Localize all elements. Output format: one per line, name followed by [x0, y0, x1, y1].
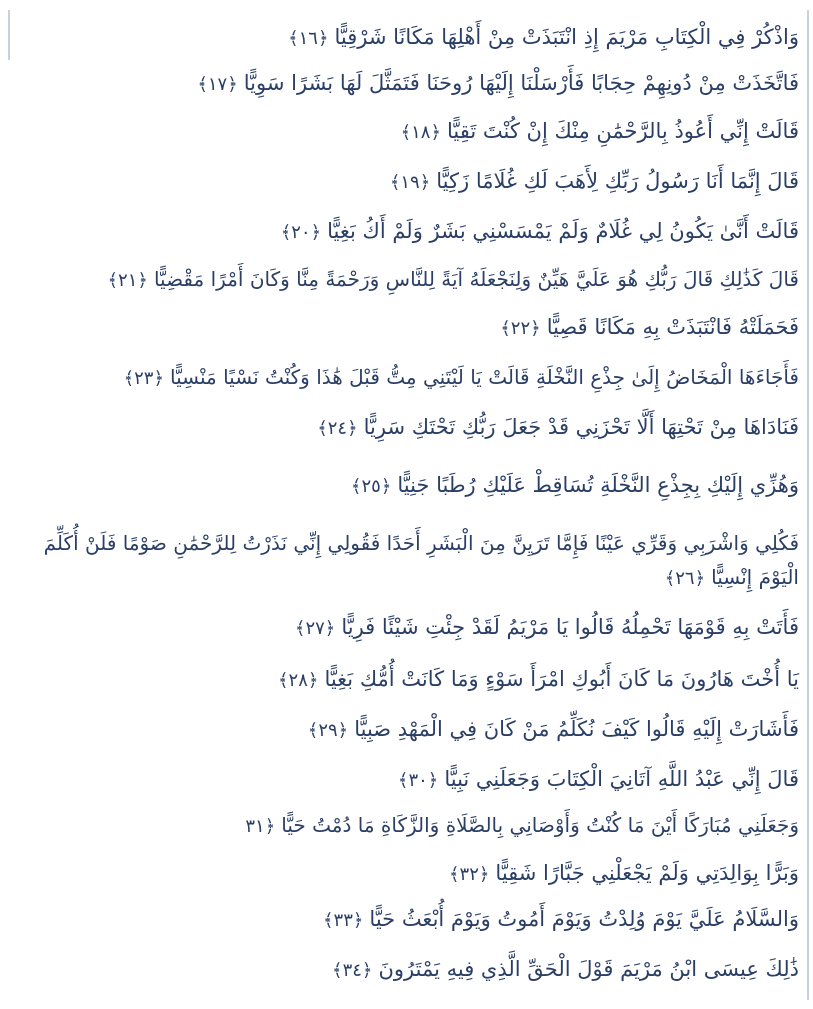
verse-number: ﴿٢٨﴾ — [278, 670, 319, 691]
verse-28 — [278, 664, 799, 696]
verse-text: فَنَادَاهَا مِنْ تَحْتِهَا أَلَّا تَحْزَنِي قَدْ جَعَلَ رَبُّكِ تَحْتَكِ سَرِيًّا — [363, 415, 799, 439]
verse-number: ﴿٢٩﴾ — [307, 720, 349, 741]
verse-text: فَحَمَلَتْهُ فَانْتَبَذَتْ بِهِ مَكَانًا قَصِيًّا — [546, 315, 799, 339]
verse-27 — [295, 612, 799, 644]
verse-24 — [317, 412, 799, 444]
verse-number: ﴿٢٢﴾ — [500, 318, 541, 339]
verse-17 — [197, 68, 799, 100]
verse-25 — [351, 470, 799, 502]
verse-number: ﴿١٨﴾ — [400, 122, 442, 143]
verse-text: فَأَتَتْ بِهِ قَوْمَهَا تَحْمِلُهُ قَالُوا يَا مَرْيَمُ لَقَدْ جِئْتِ شَيْئًا فَرِيًّا — [341, 615, 799, 639]
verse-number: ﴿٢٠﴾ — [280, 222, 322, 243]
verse-number: ﴿٢٣﴾ — [123, 368, 165, 389]
verse-number: ﴿٣١ — [245, 816, 276, 837]
verse-text: قَالَتْ إِنِّي أَعُوذُ بِالرَّحْمَٰنِ مِنْكَ إِنْ كُنْتَ تَقِيًّا — [447, 119, 799, 143]
verse-number: ﴿١٩﴾ — [389, 172, 431, 193]
verse-text: فَأَجَاءَهَا الْمَخَاضُ إِلَىٰ جِذْعِ النَّخْلَةِ قَالَتْ يَا لَيْتَنِي مِتُّ قَبْلَ هَٰذَا وَكُنْتُ نَسْيًا مَنْسِيًّا — [170, 365, 799, 389]
verse-23 — [124, 362, 799, 394]
verse-text: فَكُلِي وَاشْرَبِي وَقَرِّي عَيْنًا فَإِمَّا تَرَيِنَّ مِنَ الْبَشَرِ أَحَدًا فَقُولِي إِنِّي نَذَرْتُ لِلرَّحْمَٰنِ صَوْمًا فَلَنْ أُكَلِّمَ الْيَوْمَ إِنْسِيًّا — [43, 531, 799, 589]
verse-number: ﴿٢٥﴾ — [350, 476, 392, 497]
verse-number: ﴿١٦﴾ — [288, 28, 329, 49]
verse-31 — [245, 810, 799, 842]
verse-number: ﴿٣٢﴾ — [448, 864, 490, 885]
verse-30 — [398, 764, 799, 796]
verse-18 — [401, 116, 799, 148]
verse-text: وَالسَّلَامُ عَلَيَّ يَوْمَ وُلِدْتُ وَيَوْمَ أَمُوتُ وَيَوْمَ أُبْعَثُ حَيًّا — [369, 907, 799, 931]
verse-text: فَاتَّخَذَتْ مِنْ دُونِهِمْ حِجَابًا فَأَرْسَلْنَا إِلَيْهَا رُوحَنَا فَتَمَثَّلَ لَهَا بَشَرًا سَوِيًّا — [243, 71, 799, 95]
verse-22 — [500, 312, 799, 344]
verse-34 — [332, 954, 799, 986]
verse-text: قَالَ إِنَّمَا أَنَا رَسُولُ رَبِّكِ لِأَهَبَ لَكِ غُلَامًا زَكِيًّا — [436, 169, 799, 193]
verse-text: قَالَ إِنِّي عَبْدُ اللَّهِ آتَانِيَ الْكِتَابَ وَجَعَلَنِي نَبِيًّا — [444, 767, 799, 791]
verse-16 — [288, 22, 799, 54]
verse-number: ﴿٢٦﴾ — [664, 568, 706, 589]
verse-number: ﴿٢٤﴾ — [317, 418, 358, 439]
verse-number: ﴿٣٤﴾ — [332, 960, 373, 981]
verse-number: ﴿٣٠﴾ — [397, 770, 439, 791]
right-margin-rule — [807, 10, 809, 1000]
verse-19 — [390, 166, 799, 198]
verse-number: ﴿٢٧﴾ — [294, 618, 336, 639]
verse-number: ﴿١٧﴾ — [197, 74, 238, 95]
verse-text: وَاذْكُرْ فِي الْكِتَابِ مَرْيَمَ إِذِ انْتَبَذَتْ مِنْ أَهْلِهَا مَكَانًا شَرْقِيًّا — [334, 25, 799, 49]
verse-text: يَا أُخْتَ هَارُونَ مَا كَانَ أَبُوكِ امْرَأَ سَوْءٍ وَمَا كَانَتْ أُمُّكِ بَغِيًّا — [324, 667, 799, 691]
verse-text: قَالَ كَذَٰلِكِ قَالَ رَبُّكِ هُوَ عَلَيَّ هَيِّنٌ وَلِنَجْعَلَهُ آيَةً لِلنَّاسِ وَرَحْمَةً مِنَّا وَكَانَ أَمْرًا مَقْضِيًّا — [153, 267, 799, 291]
verse-text: وَهُزِّي إِلَيْكِ بِجِذْعِ النَّخْلَةِ تُسَاقِطْ عَلَيْكِ رُطَبًا جَنِيًّا — [397, 473, 799, 497]
verse-text: وَجَعَلَنِي مُبَارَكًا أَيْنَ مَا كُنْتُ وَأَوْصَانِي بِالصَّلَاةِ وَالزَّكَاةِ مَا دُمْتُ حَيًّا — [281, 813, 799, 837]
verse-number: ﴿٣٣﴾ — [322, 910, 364, 931]
verse-text: قَالَتْ أَنَّىٰ يَكُونُ لِي غُلَامٌ وَلَمْ يَمْسَسْنِي بَشَرٌ وَلَمْ أَكُ بَغِيًّا — [327, 219, 799, 243]
verse-text: وَبَرًّا بِوَالِدَتِي وَلَمْ يَجْعَلْنِي جَبَّارًا شَقِيًّا — [495, 861, 799, 885]
left-margin-rule — [8, 10, 10, 60]
verse-text: ذَٰلِكَ عِيسَى ابْنُ مَرْيَمَ قَوْلَ الْحَقِّ الَّذِي فِيهِ يَمْتَرُونَ — [378, 957, 799, 981]
verse-26 — [9, 526, 799, 596]
verse-29 — [308, 714, 799, 746]
verse-number: ﴿٢١﴾ — [107, 270, 148, 291]
verse-20 — [281, 216, 799, 248]
verse-21 — [108, 264, 800, 296]
verse-32 — [449, 858, 799, 890]
verse-text: فَأَشَارَتْ إِلَيْهِ قَالُوا كَيْفَ نُكَلِّمُ مَنْ كَانَ فِي الْمَهْدِ صَبِيًّا — [354, 717, 799, 741]
verse-33 — [323, 904, 799, 936]
